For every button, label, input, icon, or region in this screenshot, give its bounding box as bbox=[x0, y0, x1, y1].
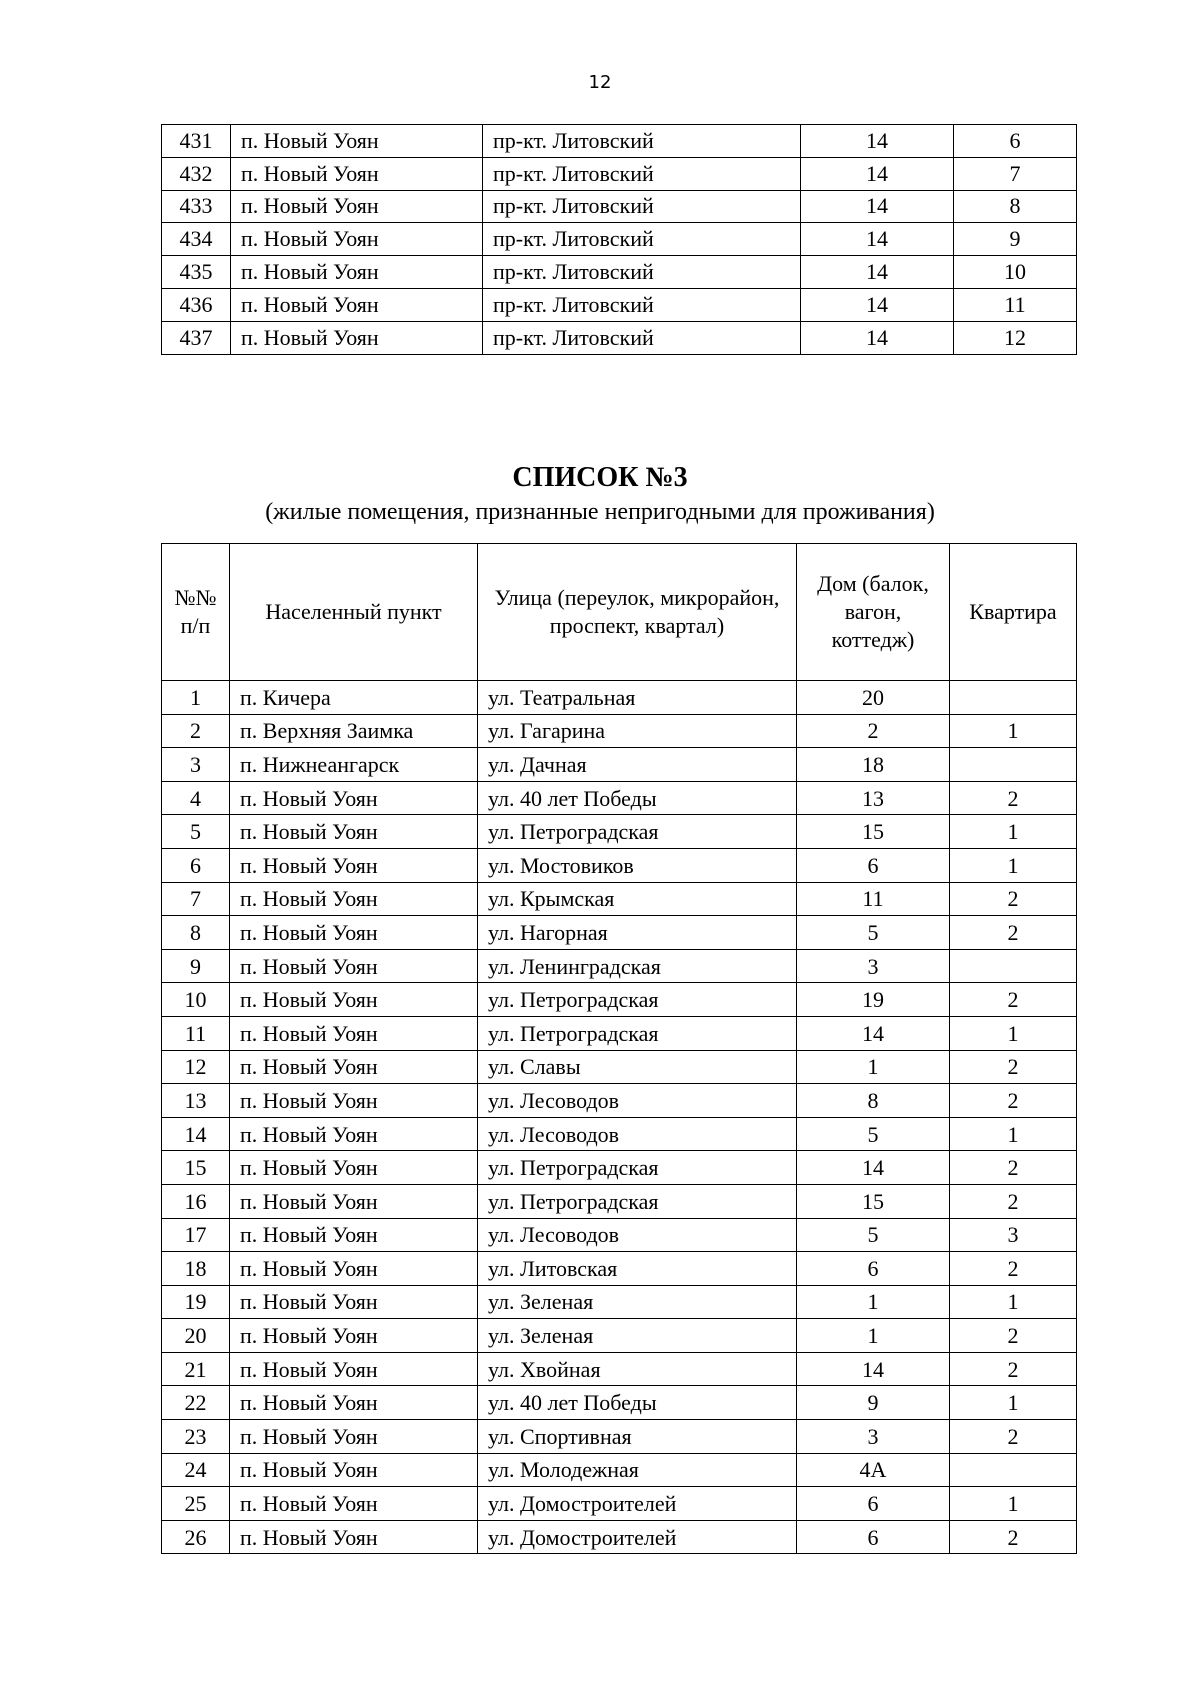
table-row bbox=[162, 223, 1077, 256]
cell-locality: п. Нижнеангарск bbox=[230, 748, 478, 782]
cell-house: 2 bbox=[797, 714, 950, 748]
page-number: 12 bbox=[588, 72, 612, 93]
cell-number: 434 bbox=[162, 223, 231, 256]
table-row bbox=[162, 748, 1077, 782]
cell-apartment: 2 bbox=[950, 882, 1077, 916]
cell-apartment bbox=[950, 681, 1077, 715]
cell-street: ул. Ленинградская bbox=[478, 949, 797, 983]
cell-street: ул. Театральная bbox=[478, 681, 797, 715]
cell-street: ул. Спортивная bbox=[478, 1420, 797, 1454]
cell-house: 6 bbox=[797, 1520, 950, 1554]
cell-street: пр-кт. Литовский bbox=[483, 256, 801, 289]
cell-house: 1 bbox=[797, 1319, 950, 1353]
cell-locality: п. Новый Уоян bbox=[231, 256, 483, 289]
cell-street: пр-кт. Литовский bbox=[483, 223, 801, 256]
continuation-table-body bbox=[162, 125, 1077, 355]
cell-number: 12 bbox=[162, 1050, 230, 1084]
cell-street: ул. 40 лет Победы bbox=[478, 1386, 797, 1420]
cell-number: 20 bbox=[162, 1319, 230, 1353]
cell-house: 9 bbox=[797, 1386, 950, 1420]
table-row bbox=[162, 781, 1077, 815]
table-row bbox=[162, 1117, 1077, 1151]
cell-house: 1 bbox=[797, 1050, 950, 1084]
cell-street: ул. Петроградская bbox=[478, 815, 797, 849]
table-row bbox=[162, 1352, 1077, 1386]
cell-apartment: 2 bbox=[950, 1084, 1077, 1118]
cell-apartment bbox=[950, 748, 1077, 782]
cell-apartment: 2 bbox=[950, 983, 1077, 1017]
cell-street: ул. Гагарина bbox=[478, 714, 797, 748]
cell-number: 10 bbox=[162, 983, 230, 1017]
cell-apartment: 1 bbox=[950, 1285, 1077, 1319]
cell-locality: п. Новый Уоян bbox=[230, 1420, 478, 1454]
cell-house: 6 bbox=[797, 1487, 950, 1521]
cell-apartment: 2 bbox=[950, 916, 1077, 950]
table-row bbox=[162, 1050, 1077, 1084]
cell-locality: п. Новый Уоян bbox=[230, 1252, 478, 1286]
table-header-row bbox=[162, 544, 1077, 681]
cell-street: пр-кт. Литовский bbox=[483, 190, 801, 223]
cell-number: 17 bbox=[162, 1218, 230, 1252]
header-apartment: Квартира bbox=[950, 544, 1077, 681]
cell-number: 21 bbox=[162, 1352, 230, 1386]
cell-locality: п. Новый Уоян bbox=[231, 190, 483, 223]
cell-street: пр-кт. Литовский bbox=[483, 321, 801, 354]
cell-apartment: 1 bbox=[950, 714, 1077, 748]
cell-number: 24 bbox=[162, 1453, 230, 1487]
cell-locality: п. Новый Уоян bbox=[230, 1453, 478, 1487]
cell-house: 19 bbox=[797, 983, 950, 1017]
cell-locality: п. Новый Уоян bbox=[230, 1218, 478, 1252]
header-number: №№ п/п bbox=[162, 544, 230, 681]
cell-house: 14 bbox=[801, 256, 954, 289]
cell-number: 22 bbox=[162, 1386, 230, 1420]
cell-street: ул. Петроградская bbox=[478, 983, 797, 1017]
table-row bbox=[162, 1487, 1077, 1521]
cell-house: 15 bbox=[797, 815, 950, 849]
cell-street: ул. Лесоводов bbox=[478, 1117, 797, 1151]
cell-number: 19 bbox=[162, 1285, 230, 1319]
cell-apartment: 2 bbox=[950, 1352, 1077, 1386]
table-row bbox=[162, 916, 1077, 950]
cell-house: 20 bbox=[797, 681, 950, 715]
cell-number: 23 bbox=[162, 1420, 230, 1454]
table-row bbox=[162, 848, 1077, 882]
cell-apartment bbox=[950, 949, 1077, 983]
cell-street: пр-кт. Литовский bbox=[483, 157, 801, 190]
cell-locality: п. Новый Уоян bbox=[230, 882, 478, 916]
cell-locality: п. Новый Уоян bbox=[230, 1084, 478, 1118]
cell-apartment: 7 bbox=[954, 157, 1077, 190]
table-row bbox=[162, 681, 1077, 715]
cell-street: ул. Зеленая bbox=[478, 1285, 797, 1319]
cell-locality: п. Новый Уоян bbox=[231, 288, 483, 321]
cell-apartment: 2 bbox=[950, 1520, 1077, 1554]
cell-house: 14 bbox=[801, 288, 954, 321]
cell-street: ул. Славы bbox=[478, 1050, 797, 1084]
cell-street: ул. Литовская bbox=[478, 1252, 797, 1286]
cell-house: 5 bbox=[797, 1218, 950, 1252]
cell-street: ул. 40 лет Победы bbox=[478, 781, 797, 815]
cell-apartment bbox=[950, 1453, 1077, 1487]
header-locality: Населенный пункт bbox=[230, 544, 478, 681]
cell-apartment: 1 bbox=[950, 1386, 1077, 1420]
list3-table-body bbox=[162, 681, 1077, 1554]
cell-locality: п. Новый Уоян bbox=[230, 1117, 478, 1151]
cell-number: 4 bbox=[162, 781, 230, 815]
continuation-table bbox=[161, 124, 1077, 355]
cell-street: ул. Зеленая bbox=[478, 1319, 797, 1353]
cell-apartment: 10 bbox=[954, 256, 1077, 289]
cell-apartment: 1 bbox=[950, 815, 1077, 849]
cell-house: 14 bbox=[797, 1352, 950, 1386]
cell-locality: п. Кичера bbox=[230, 681, 478, 715]
table-row bbox=[162, 256, 1077, 289]
list-title: СПИСОК №3 bbox=[512, 462, 688, 493]
cell-house: 18 bbox=[797, 748, 950, 782]
cell-house: 4А bbox=[797, 1453, 950, 1487]
cell-number: 6 bbox=[162, 848, 230, 882]
cell-locality: п. Новый Уоян bbox=[230, 1386, 478, 1420]
cell-house: 11 bbox=[797, 882, 950, 916]
table-row bbox=[162, 1184, 1077, 1218]
cell-apartment: 3 bbox=[950, 1218, 1077, 1252]
cell-locality: п. Новый Уоян bbox=[230, 983, 478, 1017]
cell-locality: п. Новый Уоян bbox=[231, 223, 483, 256]
cell-house: 6 bbox=[797, 1252, 950, 1286]
cell-number: 14 bbox=[162, 1117, 230, 1151]
table-row bbox=[162, 882, 1077, 916]
cell-street: ул. Лесоводов bbox=[478, 1218, 797, 1252]
list-subtitle: (жилые помещения, признанные непригодными для проживания) bbox=[265, 499, 935, 525]
cell-house: 14 bbox=[801, 321, 954, 354]
cell-number: 432 bbox=[162, 157, 231, 190]
table-row bbox=[162, 1151, 1077, 1185]
cell-street: ул. Нагорная bbox=[478, 916, 797, 950]
cell-street: ул. Домостроителей bbox=[478, 1487, 797, 1521]
table-row bbox=[162, 1252, 1077, 1286]
table-row bbox=[162, 1520, 1077, 1554]
cell-house: 3 bbox=[797, 949, 950, 983]
cell-house: 13 bbox=[797, 781, 950, 815]
cell-locality: п. Новый Уоян bbox=[230, 1319, 478, 1353]
table-row bbox=[162, 1386, 1077, 1420]
cell-house: 3 bbox=[797, 1420, 950, 1454]
table-row bbox=[162, 157, 1077, 190]
cell-street: ул. Дачная bbox=[478, 748, 797, 782]
cell-house: 1 bbox=[797, 1285, 950, 1319]
cell-street: ул. Лесоводов bbox=[478, 1084, 797, 1118]
cell-number: 1 bbox=[162, 681, 230, 715]
table-row bbox=[162, 1319, 1077, 1353]
cell-apartment: 2 bbox=[950, 1050, 1077, 1084]
cell-house: 14 bbox=[801, 223, 954, 256]
cell-number: 18 bbox=[162, 1252, 230, 1286]
cell-number: 16 bbox=[162, 1184, 230, 1218]
cell-street: пр-кт. Литовский bbox=[483, 288, 801, 321]
cell-apartment: 1 bbox=[950, 1016, 1077, 1050]
cell-locality: п. Новый Уоян bbox=[230, 781, 478, 815]
table-row bbox=[162, 190, 1077, 223]
cell-number: 9 bbox=[162, 949, 230, 983]
cell-house: 14 bbox=[797, 1016, 950, 1050]
cell-apartment: 8 bbox=[954, 190, 1077, 223]
cell-number: 15 bbox=[162, 1151, 230, 1185]
cell-number: 5 bbox=[162, 815, 230, 849]
list3-table bbox=[161, 543, 1077, 1554]
cell-apartment: 12 bbox=[954, 321, 1077, 354]
table-row bbox=[162, 1285, 1077, 1319]
cell-house: 14 bbox=[801, 190, 954, 223]
cell-number: 13 bbox=[162, 1084, 230, 1118]
cell-locality: п. Новый Уоян bbox=[230, 1184, 478, 1218]
cell-number: 11 bbox=[162, 1016, 230, 1050]
cell-locality: п. Новый Уоян bbox=[230, 1520, 478, 1554]
cell-street: пр-кт. Литовский bbox=[483, 125, 801, 158]
cell-apartment: 2 bbox=[950, 1151, 1077, 1185]
cell-number: 431 bbox=[162, 125, 231, 158]
header-street: Улица (переулок, микрорайон, проспект, квартал) bbox=[478, 544, 797, 681]
table-row bbox=[162, 1084, 1077, 1118]
cell-number: 436 bbox=[162, 288, 231, 321]
cell-number: 26 bbox=[162, 1520, 230, 1554]
cell-street: ул. Домостроителей bbox=[478, 1520, 797, 1554]
cell-locality: п. Новый Уоян bbox=[230, 815, 478, 849]
cell-house: 14 bbox=[801, 157, 954, 190]
cell-locality: п. Новый Уоян bbox=[230, 848, 478, 882]
cell-apartment: 2 bbox=[950, 1184, 1077, 1218]
cell-number: 8 bbox=[162, 916, 230, 950]
cell-number: 7 bbox=[162, 882, 230, 916]
cell-street: ул. Хвойная bbox=[478, 1352, 797, 1386]
table-row bbox=[162, 125, 1077, 158]
cell-number: 3 bbox=[162, 748, 230, 782]
cell-apartment: 6 bbox=[954, 125, 1077, 158]
cell-number: 2 bbox=[162, 714, 230, 748]
table-row bbox=[162, 321, 1077, 354]
cell-locality: п. Новый Уоян bbox=[230, 1151, 478, 1185]
cell-house: 14 bbox=[797, 1151, 950, 1185]
cell-street: ул. Петроградская bbox=[478, 1016, 797, 1050]
cell-apartment: 9 bbox=[954, 223, 1077, 256]
table-row bbox=[162, 815, 1077, 849]
cell-house: 5 bbox=[797, 916, 950, 950]
cell-house: 5 bbox=[797, 1117, 950, 1151]
cell-apartment: 1 bbox=[950, 1117, 1077, 1151]
cell-locality: п. Новый Уоян bbox=[230, 949, 478, 983]
cell-locality: п. Новый Уоян bbox=[230, 1285, 478, 1319]
cell-house: 6 bbox=[797, 848, 950, 882]
cell-street: ул. Петроградская bbox=[478, 1184, 797, 1218]
cell-locality: п. Новый Уоян bbox=[231, 157, 483, 190]
table-row bbox=[162, 1218, 1077, 1252]
cell-apartment: 2 bbox=[950, 781, 1077, 815]
cell-locality: п. Новый Уоян bbox=[230, 916, 478, 950]
table-row bbox=[162, 288, 1077, 321]
cell-apartment: 1 bbox=[950, 1487, 1077, 1521]
cell-locality: п. Новый Уоян bbox=[230, 1352, 478, 1386]
cell-street: ул. Молодежная bbox=[478, 1453, 797, 1487]
cell-apartment: 2 bbox=[950, 1252, 1077, 1286]
header-house: Дом (балок, вагон, коттедж) bbox=[797, 544, 950, 681]
cell-locality: п. Новый Уоян bbox=[230, 1050, 478, 1084]
cell-locality: п. Новый Уоян bbox=[230, 1016, 478, 1050]
cell-locality: п. Верхняя Заимка bbox=[230, 714, 478, 748]
cell-apartment: 11 bbox=[954, 288, 1077, 321]
cell-number: 433 bbox=[162, 190, 231, 223]
cell-locality: п. Новый Уоян bbox=[230, 1487, 478, 1521]
table-row bbox=[162, 1453, 1077, 1487]
cell-house: 15 bbox=[797, 1184, 950, 1218]
table-row bbox=[162, 714, 1077, 748]
cell-street: ул. Мостовиков bbox=[478, 848, 797, 882]
cell-number: 437 bbox=[162, 321, 231, 354]
cell-house: 8 bbox=[797, 1084, 950, 1118]
cell-apartment: 2 bbox=[950, 1319, 1077, 1353]
cell-apartment: 1 bbox=[950, 848, 1077, 882]
cell-number: 435 bbox=[162, 256, 231, 289]
cell-locality: п. Новый Уоян bbox=[231, 321, 483, 354]
cell-street: ул. Петроградская bbox=[478, 1151, 797, 1185]
cell-number: 25 bbox=[162, 1487, 230, 1521]
table-row bbox=[162, 1420, 1077, 1454]
cell-street: ул. Крымская bbox=[478, 882, 797, 916]
table-row bbox=[162, 949, 1077, 983]
cell-apartment: 2 bbox=[950, 1420, 1077, 1454]
cell-house: 14 bbox=[801, 125, 954, 158]
table-row bbox=[162, 983, 1077, 1017]
cell-locality: п. Новый Уоян bbox=[231, 125, 483, 158]
table-row bbox=[162, 1016, 1077, 1050]
